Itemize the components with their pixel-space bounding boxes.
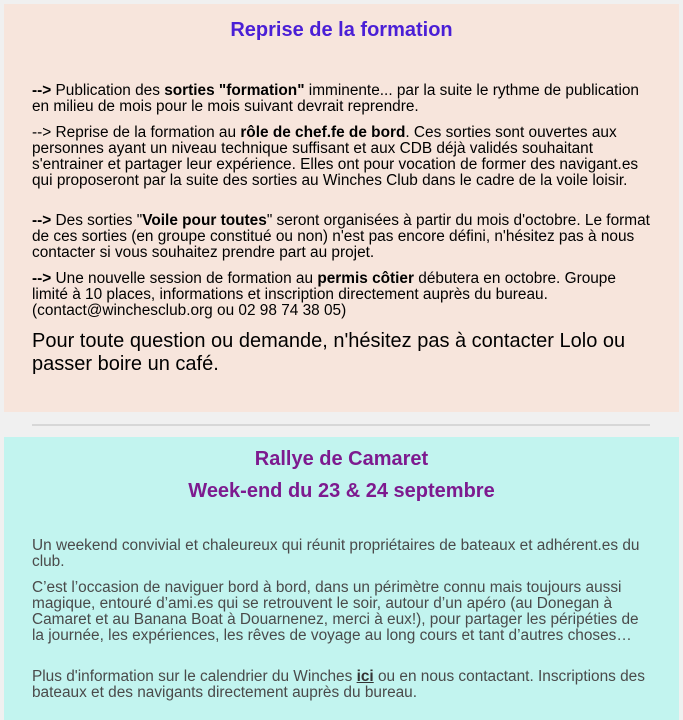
text: imminente... par la suite le rythme de publication en milieu de mois pour le mois suivant devrait reprendre. <box>32 82 639 115</box>
bold-text: permis côtier <box>317 270 414 287</box>
formation-paragraph-publication <box>32 83 654 115</box>
text: --> Reprise de la formation au <box>32 124 241 141</box>
rallye-section <box>4 437 679 720</box>
text: . Ces sorties sont ouvertes aux personnes ayant un niveau technique suffisant et aux CDB déjà validés souhaitant s'entrainer et partager leur expérience. Elles ont pour vocation de former des navigant.es qui proposeront par la suite des sorties au Winches Club dans le cadre de la voile loisir. <box>32 124 639 189</box>
text: débutera en octobre. Groupe limité à 10 places, informations et inscription directement auprès du bureau. (contact@winchesclub.org ou 02 98 74 38 05) <box>32 270 616 319</box>
calendar-link[interactable]: ici <box>356 668 374 685</box>
text: Plus d'information sur le calendrier du Winches <box>32 668 357 685</box>
bold-text: rôle de chef.fe de bord <box>240 124 406 141</box>
arrow-marker: --> <box>32 270 52 287</box>
text: Publication des <box>51 82 165 99</box>
text: Une nouvelle session de formation au <box>51 270 318 287</box>
text: " seront organisées à partir du mois d'octobre. Le format de ces sorties (en groupe constitué ou non) n'est pas encore défini, n'hésitez pas à nous contacter si vous souhaitez prendre part au projet. <box>32 212 650 261</box>
formation-title: Reprise de la formation <box>230 19 453 41</box>
bold-text: sorties "formation" <box>164 82 305 99</box>
text: Des sorties " <box>51 212 143 229</box>
rallye-paragraph-intro: Un weekend convivial et chaleureux qui réunit propriétaires de bateaux et adhérent.es du club. <box>32 537 640 570</box>
formation-paragraph-chef-de-bord <box>32 125 654 189</box>
formation-section <box>4 4 679 412</box>
section-divider <box>32 424 650 426</box>
arrow-marker: --> <box>32 82 52 99</box>
rallye-paragraph-description: C’est l’occasion de naviguer bord à bord, dans un périmètre connu mais toujours aussi magique, entouré d’ami.es qui se retrouvent le soir, autour d’un apéro (au Donegan à Camaret et au Banana Boat à Douarnenez, merci à eux!), pour partager les péripéties de la journée, les expériences, les rêves de voyage au long cours et tant d’autres choses… <box>32 579 639 644</box>
rallye-paragraph-info <box>32 669 654 701</box>
formation-paragraph-voile-pour-toutes <box>32 213 654 261</box>
formation-paragraph-permis-cotier <box>32 271 654 319</box>
formation-closing: Pour toute question ou demande, n'hésitez pas à contacter Lolo ou passer boire un café. <box>32 330 626 375</box>
bold-text: Voile pour toutes <box>142 212 267 229</box>
text: ou en nous contactant. Inscriptions des bateaux et des navigants directement auprès du bureau. <box>32 668 645 701</box>
rallye-subtitle: Week-end du 23 & 24 septembre <box>188 480 495 502</box>
rallye-title: Rallye de Camaret <box>254 448 429 470</box>
arrow-marker: --> <box>32 212 52 229</box>
